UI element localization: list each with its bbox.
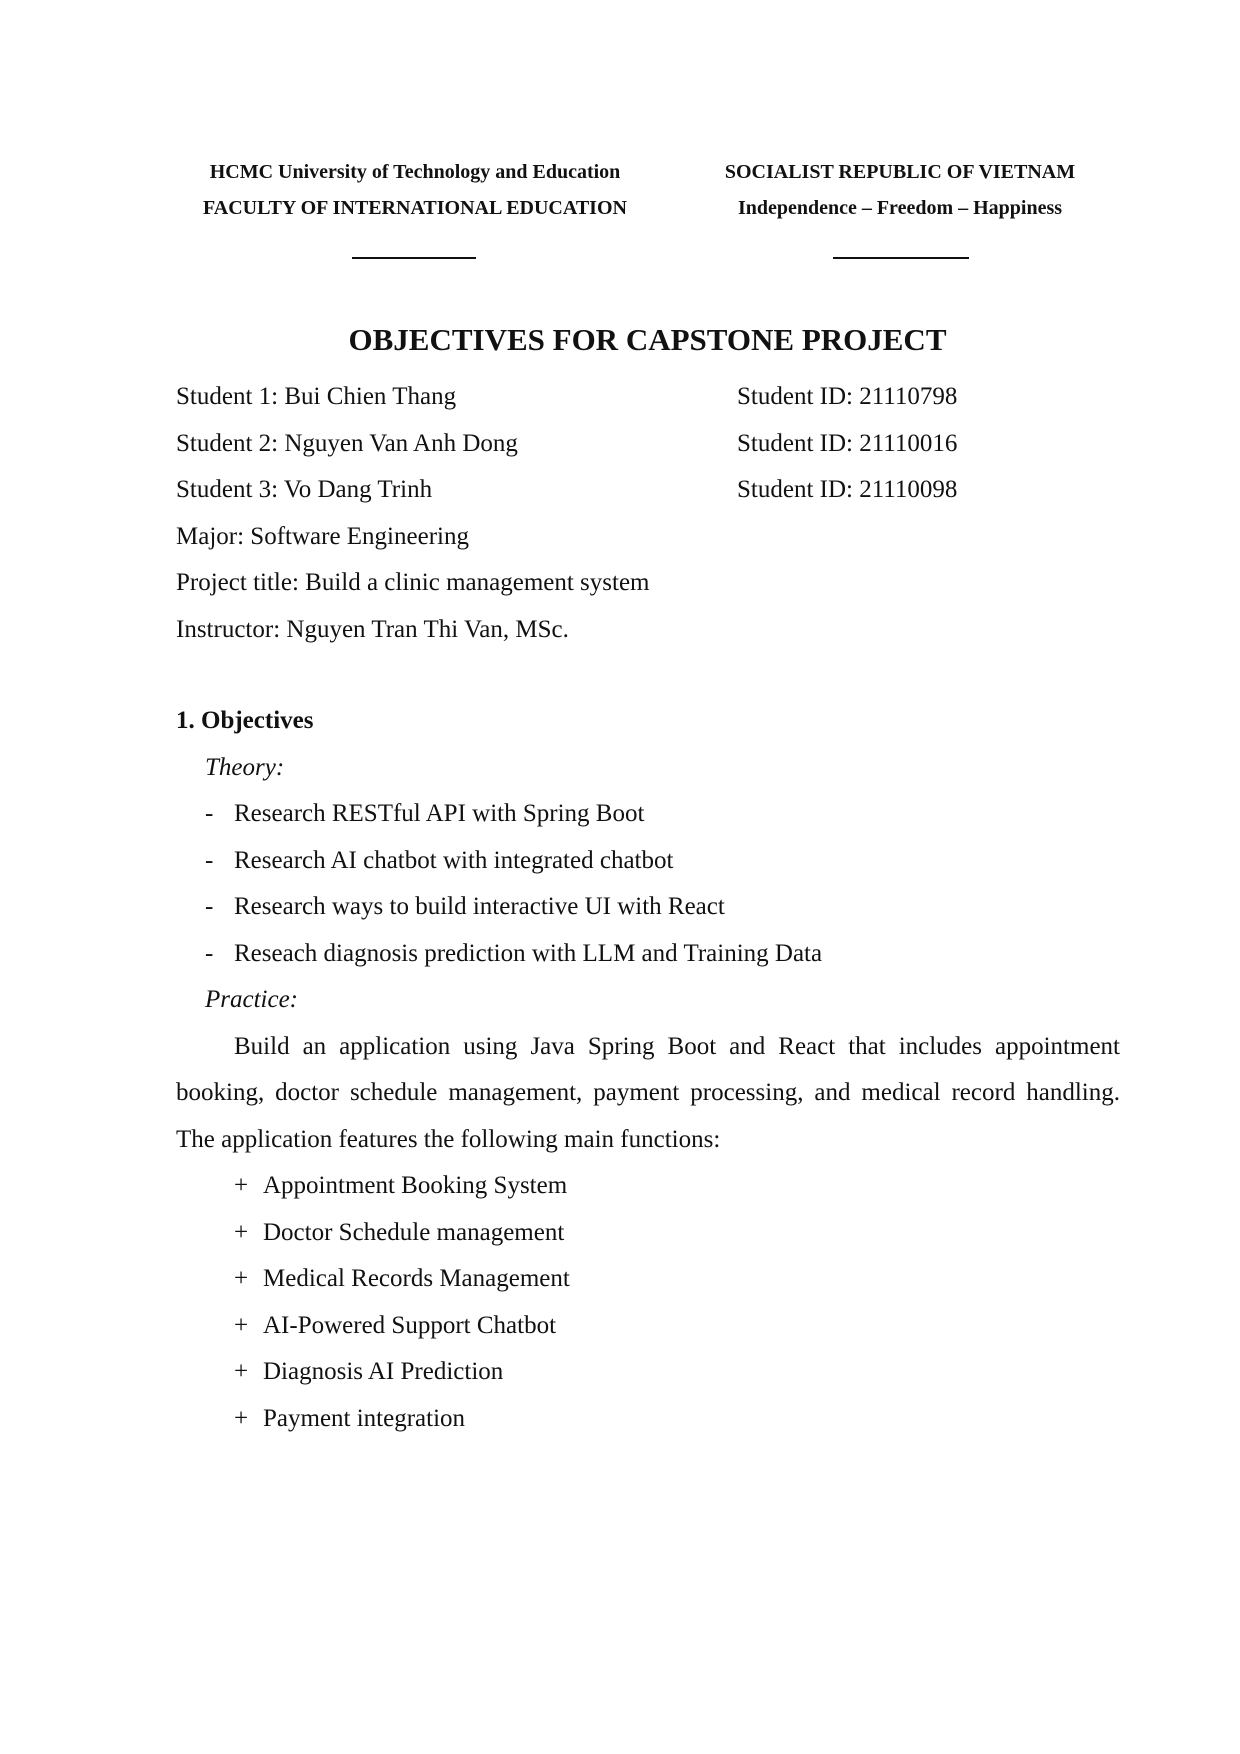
section-heading: 1. Objectives — [176, 707, 314, 734]
plus-bullet: + — [234, 1265, 249, 1292]
function-item: + Doctor Schedule management — [176, 1210, 1120, 1257]
university-name: HCMC University of Technology and Education — [209, 161, 621, 183]
student-name: Student 2: Nguyen Van Anh Dong — [176, 429, 518, 457]
function-item: + Medical Records Management — [176, 1256, 1120, 1303]
header-divider-left — [352, 257, 476, 259]
plus-bullet: + — [234, 1218, 249, 1246]
header-divider-right — [833, 257, 969, 259]
dash-bullet: - — [205, 939, 214, 967]
student-id: Student ID: 21110016 — [737, 429, 958, 457]
student-row — [176, 374, 1076, 421]
national-header — [700, 154, 1100, 226]
dash-bullet: - — [205, 893, 214, 920]
theory-item: - Research AI chatbot with integrated chatbot — [176, 838, 1120, 885]
theory-label: Theory: — [205, 753, 285, 781]
university-header — [180, 154, 650, 226]
plus-bullet: + — [234, 1358, 249, 1385]
plus-bullet: + — [234, 1172, 249, 1199]
student-id: Student ID: 21110098 — [737, 476, 958, 503]
objectives-section — [176, 698, 1120, 1442]
theory-item: - Reseach diagnosis prediction with LLM and Training Data — [176, 931, 1120, 978]
project-title-line: Project title: Build a clinic management system — [176, 569, 650, 596]
major-line: Major: Software Engineering — [176, 522, 469, 550]
function-item: + Appointment Booking System — [176, 1163, 1120, 1210]
student-name: Student 1: Bui Chien Thang — [176, 383, 457, 410]
faculty-name: FACULTY OF INTERNATIONAL EDUCATION — [203, 197, 627, 219]
student-name: Student 3: Vo Dang Trinh — [176, 476, 433, 503]
country-name: SOCIALIST REPUBLIC OF VIETNAM — [724, 161, 1076, 183]
student-row — [176, 421, 1076, 468]
national-motto: Independence – Freedom – Happiness — [737, 197, 1063, 219]
function-item: + Diagnosis AI Prediction — [176, 1349, 1120, 1396]
function-item: + AI-Powered Support Chatbot — [176, 1303, 1120, 1350]
practice-paragraph: Build an application using Java Spring Boot and React that includes appointment booking, doctor schedule management, payment processing, and medical record handling. The application features the following main functions: — [176, 1032, 1120, 1153]
theory-item: - Research RESTful API with Spring Boot — [176, 791, 1120, 838]
plus-bullet: + — [234, 1404, 249, 1432]
instructor-line: Instructor: Nguyen Tran Thi Van, MSc. — [176, 615, 569, 643]
practice-label: Practice: — [205, 986, 299, 1013]
plus-bullet: + — [234, 1311, 249, 1339]
document-title: OBJECTIVES FOR CAPSTONE PROJECT — [348, 322, 947, 357]
project-info — [176, 374, 1076, 653]
function-item: + Payment integration — [176, 1396, 1120, 1443]
dash-bullet: - — [205, 800, 214, 827]
student-row — [176, 467, 1076, 514]
dash-bullet: - — [205, 846, 214, 874]
theory-item: - Research ways to build interactive UI with React — [176, 884, 1120, 931]
student-id: Student ID: 21110798 — [737, 383, 958, 410]
